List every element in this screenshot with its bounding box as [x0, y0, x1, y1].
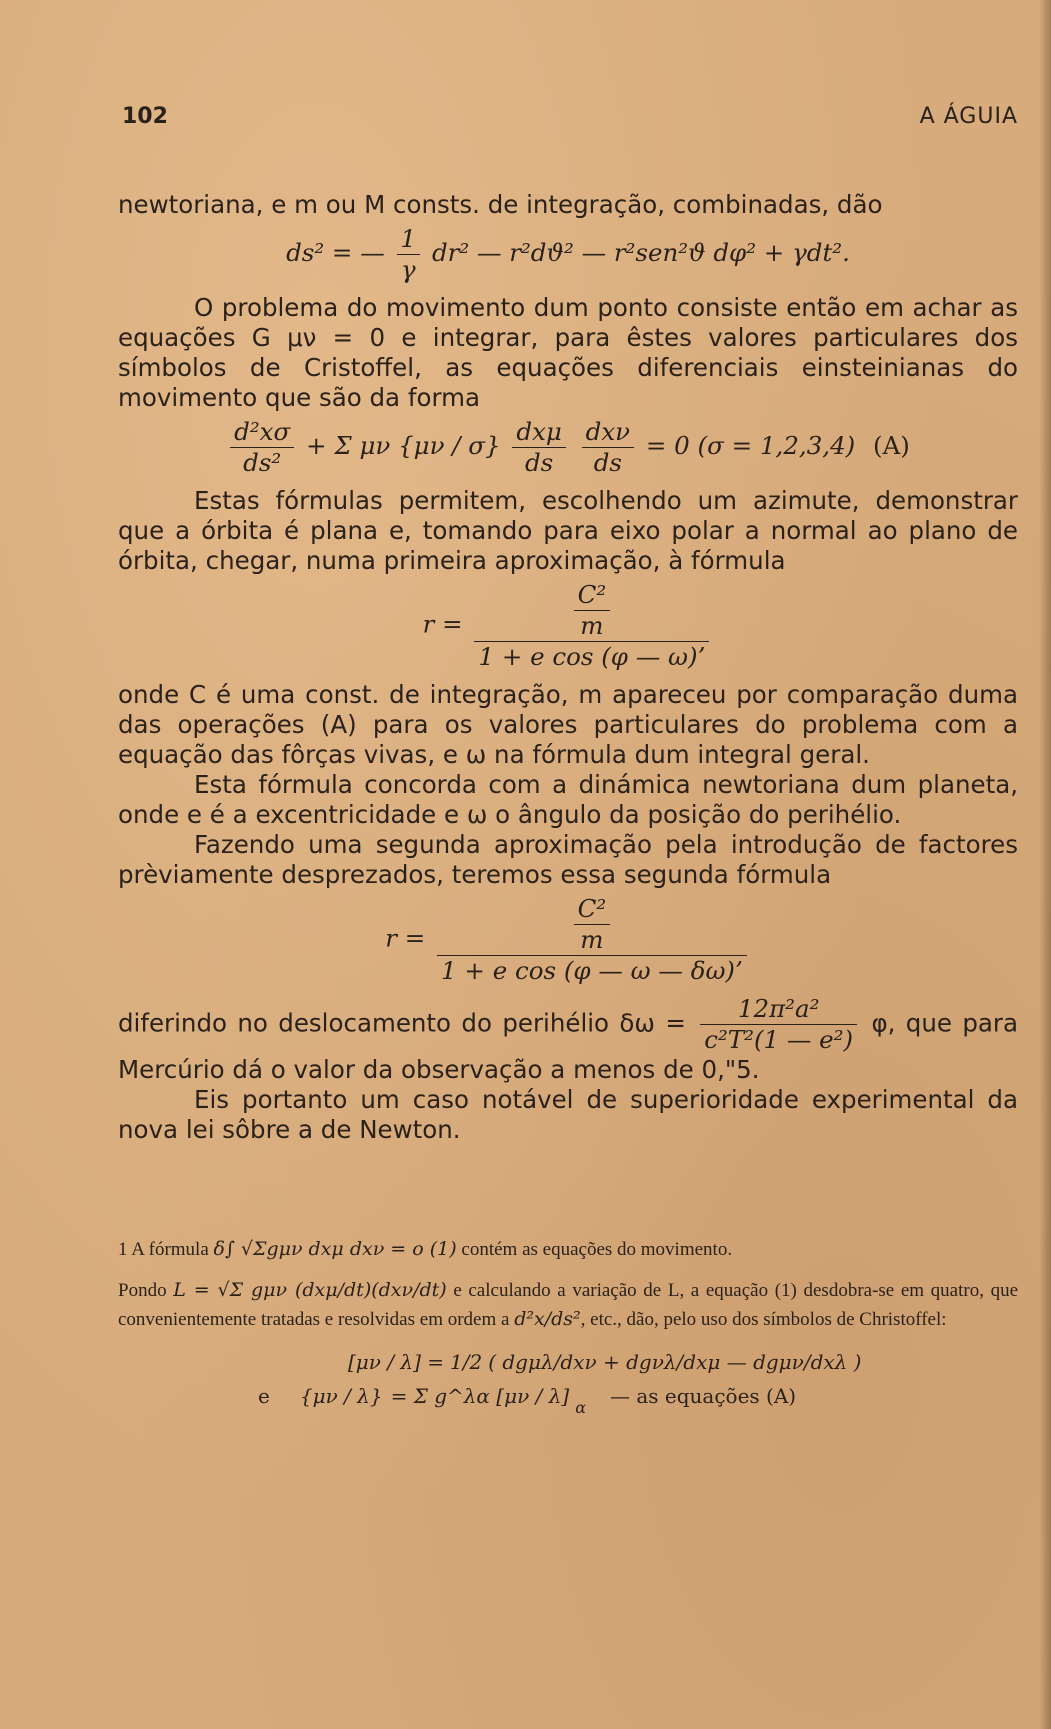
p7-post: φ, que para Mercúrio dá o valor da observação a menos de 0,"5.: [118, 1008, 1018, 1084]
eqA-t3-den: ds: [593, 448, 622, 477]
eqA-t2-num: dxμ: [512, 417, 565, 448]
eqA-term2: [512, 417, 565, 478]
eqA-t1-den: ds²: [243, 448, 282, 477]
fn-post-2b: , etc., dão, pelo uso dos símbolos de Christoffel:: [580, 1309, 947, 1330]
fn-post-2: e calculando a variação de L, a equação (1) desdobra-se em quatro, que convenientemente tratadas e resolvidas em ordem a: [118, 1280, 1019, 1330]
paragraph-3: Estas fórmulas permitem, escolhendo um azimute, demonstrar que a órbita é plana e, tomando para eixo polar a normal ao plano de órbita, chegar, numa primeira aproximação, à fórmula: [118, 486, 1018, 575]
chr2-pre: e: [258, 1384, 270, 1408]
footnote: [118, 1235, 1018, 1416]
eq1-rhs: dr² — r²dϑ² — r²sen²ϑ dφ² + γdt².: [431, 238, 850, 267]
christoffel-second-kind: [258, 1382, 1018, 1417]
eqA-rhs: = 0 (σ = 1,2,3,4): [645, 431, 856, 460]
chr1-lhs: [μν / λ] =: [348, 1350, 445, 1374]
p7-fraction: [700, 994, 857, 1055]
p7-num: 12π²a²: [700, 994, 857, 1025]
running-head: A ÁGUIA: [919, 104, 1018, 129]
eqA-term1: [230, 417, 294, 478]
paragraph-6: Fazendo uma segunda aproximação pela introdução de factores prèviamente desprezados, teremos essa segunda fórmula: [118, 830, 1018, 889]
fn-pre-1: 1 A fórmula: [118, 1239, 209, 1260]
p7-den: c²T²(1 — e²): [704, 1025, 854, 1054]
eq2-inner-fraction: [574, 580, 611, 641]
eq1-den: γ: [401, 255, 416, 284]
eqA-t2-den: ds: [525, 448, 554, 477]
chr1-body: ( dgμλ/dxν + dgνλ/dxμ — dgμν/dxλ ): [488, 1350, 862, 1374]
paragraph-1: newtoriana, e m ou M consts. de integração, combinadas, dão: [118, 190, 883, 219]
eq3-numerator: [437, 894, 747, 956]
footnote-line-1: [118, 1235, 1018, 1264]
eq1-lhs: ds² = —: [286, 238, 393, 267]
eq2-inner-den: m: [580, 611, 604, 640]
chr2-mid: = Σ g^λα [μν / λ]: [390, 1384, 570, 1408]
eqA-plus: +: [306, 431, 327, 460]
page-header: [122, 104, 1018, 134]
main-text: [118, 190, 1018, 1145]
equation-orbit-2: [118, 894, 1018, 986]
paragraph-8: Eis portanto um caso notável de superioridade experimental da nova lei sôbre a de Newton.: [118, 1085, 1018, 1144]
chr2-sub: α: [575, 1398, 586, 1417]
christoffel-symbols: [258, 1348, 1018, 1417]
eqA-t3-num: dxν: [582, 417, 634, 448]
eq3-inner-num: C²: [574, 894, 611, 925]
page-edge-shadow: [1039, 0, 1051, 1729]
eqA-t1-num: d²xσ: [230, 417, 294, 448]
paragraph-4: onde C é uma const. de integração, m apareceu por comparação duma das operações (A) para os valores particulares do problema com a equação das fôrças vivas, e ω na fórmula dum integral geral.: [118, 680, 1018, 769]
eq3-fraction: [437, 894, 747, 986]
eq2-den: 1 + e cos (φ — ω)’: [478, 642, 706, 671]
chr1-half: 1/2: [450, 1350, 483, 1374]
eq3-inner-fraction: [574, 894, 611, 955]
eqA-label: (A): [873, 431, 910, 460]
paragraph-5: Esta fórmula concorda com a dinámica newtoriana dum planeta, onde e é a excentricidade e ω o ângulo da posição do perihélio.: [118, 770, 1018, 829]
eq1-fraction: [397, 224, 421, 285]
eq3-inner-den: m: [580, 925, 604, 954]
christoffel-first-kind: [348, 1348, 1018, 1376]
eqA-sum: Σ μν: [334, 431, 391, 460]
fn-eq-1: δ∫ √Σgμν dxμ dxν = o (1): [213, 1238, 457, 1260]
footnote-line-2: [118, 1276, 1018, 1334]
eqA-term3: [582, 417, 634, 478]
chr2-lhs: {μν / λ}: [299, 1384, 383, 1408]
paragraph-2: O problema do movimento dum ponto consiste então em achar as equações G μν = 0 e integrar, para êstes valores particulares dos símbolos de Cristoffel, as equações diferenciais einsteinianas do movimento que são da forma: [118, 293, 1018, 412]
eq2-fraction: [474, 580, 709, 672]
fn-post-1: contém as equações do movimento.: [461, 1239, 733, 1260]
p7-pre: diferindo no deslocamento do perihélio δω =: [118, 1008, 686, 1038]
equation-orbit-1: [118, 580, 1018, 672]
eq2-lhs: r =: [422, 609, 463, 639]
eq2-inner-num: C²: [574, 580, 611, 611]
paragraph-7: [118, 994, 1018, 1085]
page-number: 102: [122, 104, 168, 129]
eq3-den: 1 + e cos (φ — ω — δω)’: [441, 956, 743, 985]
eq3-lhs: r =: [385, 923, 426, 953]
equation-ds2: [118, 224, 1018, 285]
eqA-brace: {μν / σ}: [398, 431, 501, 460]
eq1-num: 1: [397, 224, 421, 255]
fn-eq-2: L = √Σ gμν (dxμ/dt)(dxν/dt): [173, 1279, 447, 1301]
fn-pre-2: Pondo: [118, 1280, 167, 1301]
fn-eq-2b: d²x/ds²: [514, 1308, 581, 1330]
eq2-numerator: [474, 580, 709, 642]
equation-A: [118, 417, 1018, 478]
chr2-post: — as equações (A): [610, 1384, 797, 1408]
